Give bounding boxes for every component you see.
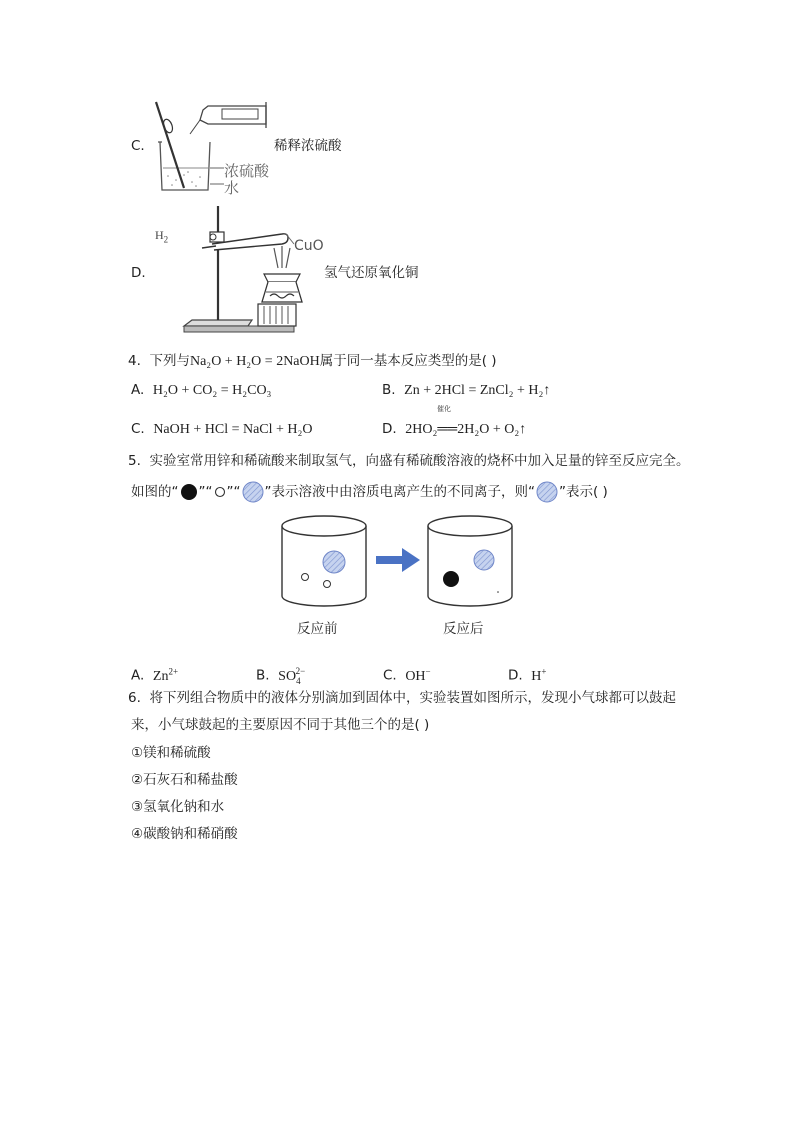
question-5-option-d: D. H+ (508, 666, 547, 684)
question-4-number: 4. (128, 353, 141, 369)
label-concentrated-acid: 浓硫酸 (224, 162, 270, 180)
hydrogen-reduction-apparatus-illustration (182, 204, 312, 336)
question-4-formula: Na₂O + H₂O = 2NaOH (189, 354, 320, 369)
hatched-ion-icon (241, 481, 265, 503)
question-6-item-3: ③氢氧化钠和水 (131, 799, 225, 815)
question-5-option-a: A. $Zn^{2+}$ (131, 666, 179, 684)
reaction-beakers-diagram (278, 512, 518, 612)
hatched-ion-icon (535, 481, 559, 503)
question-6-item-4: ④碳酸钠和稀硝酸 (131, 826, 238, 842)
dilution-apparatus-illustration (148, 96, 278, 196)
option-c-letter: C. (131, 138, 145, 154)
label-water: 水 (224, 179, 240, 197)
hollow-ion (302, 574, 309, 581)
question-6-line-1: 6. 将下列组合物质中的液体分别滴加到固体中，实验装置如图所示，发现小气球都可以鼓起 (128, 690, 676, 706)
question-4-option-b: B. Zn + 2HCl = ZnCl₂ + H₂↑ (382, 382, 551, 398)
question-6-number: 6. (128, 690, 141, 706)
question-5-option-c: C. OH− (383, 666, 431, 684)
question-5-number: 5. (128, 453, 141, 469)
hatched-ion (323, 551, 345, 573)
question-6-item-2: ②石灰石和稀盐酸 (131, 772, 238, 788)
question-4-option-a: A. H₂O + CO₂ = H₂CO₃ (131, 382, 272, 398)
question-5-line-1: 5. 实验室常用锌和稀硫酸来制取氢气，向盛有稀硫酸溶液的烧杯中加入足量的锌至反应完全。 (128, 453, 690, 469)
option-d-letter: D. (131, 265, 146, 281)
black-ion (443, 571, 459, 587)
beaker-after (428, 516, 512, 606)
question-6-line-2: 来，小气球鼓起的主要原因不同于其他三个的是( ) (131, 717, 430, 733)
hollow-ion-icon (213, 483, 227, 501)
label-before-reaction: 反应前 (297, 621, 338, 637)
hatched-ion (474, 550, 494, 570)
question-4-option-c: C. NaOH + HCl = NaCl + H₂O (131, 421, 313, 437)
reaction-condition: 催化 (437, 405, 451, 413)
question-5-line-2: 如图的“ ”“ ”“ ”表示溶液中由溶质电离产生的不同离子，则“ ”表示( ) (131, 481, 608, 503)
option-c-caption: 稀释浓硫酸 (274, 138, 342, 154)
beaker-before (282, 516, 366, 606)
question-4-stem: 4. 下列与Na₂O + H₂O = 2NaOH属于同一基本反应类型的是( ) (128, 353, 497, 369)
label-h2: $H_2$ (155, 228, 169, 245)
arrow-icon (376, 548, 420, 572)
question-4-option-d: D. 2HO₂══2H₂O + O₂↑ (382, 421, 527, 437)
option-d-caption: 氢气还原氧化铜 (324, 265, 419, 281)
question-5-option-b: B. $SO_4^{2-}$ (256, 666, 306, 686)
black-ion-icon (179, 483, 199, 501)
label-cuo: CuO (294, 238, 324, 254)
hollow-ion (324, 581, 331, 588)
question-6-item-1: ①镁和稀硫酸 (131, 745, 211, 761)
label-after-reaction: 反应后 (443, 621, 484, 637)
